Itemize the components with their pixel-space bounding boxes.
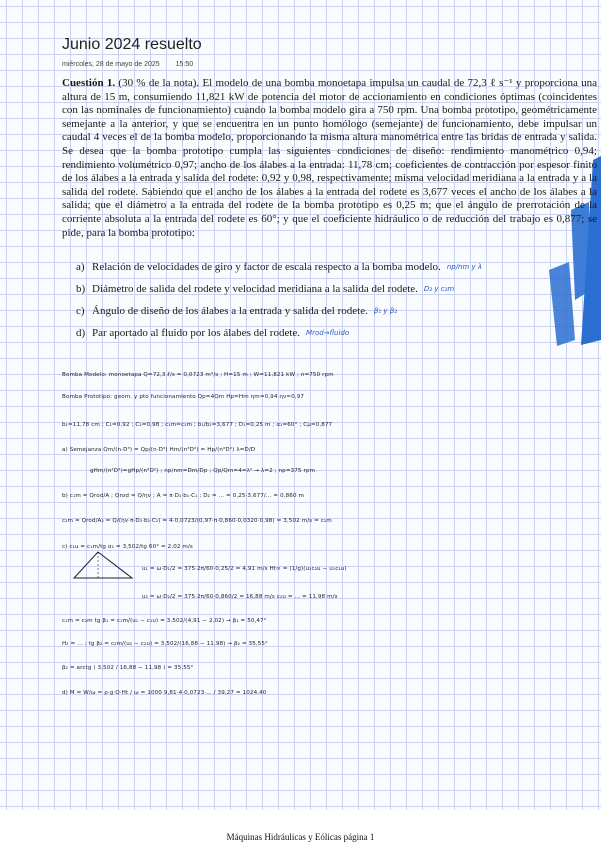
handwritten-line: b) c₁m = Qrod/A ; Qrod = Q/ηv ; A = π·D₁·b₁·C₁ ; D₂ = ... = 0,25·3,677/... = 0,860 m [62,493,305,499]
handwritten-line: c₂m = Qrod/A₂ = Q/(ηv·π·D₂·b₂·C₂) = 4·0,0723/(0,97·π·0,860·0,0320·0,98) = 3,502 m/s = c₁m [62,518,332,524]
item-label: d) [76,327,86,339]
item-text: Diámetro de salida del rodete y velocidad meridiana a la salida del rodete. [92,283,418,295]
item-text: Par aportado al fluido por los álabes del rodete. [92,327,301,339]
item-note: np/nm y λ [446,263,483,271]
handwritten-line: u₂ = ω·D₂/2 = 375·2π/60·0,860/2 = 16,88 m/s c₂u = ... = 11,98 m/s [142,594,338,600]
question-items [76,256,596,344]
item-note: D₂ y c₂m [423,285,455,293]
handwritten-line: c) c₁u = c₁m/tg α₁ = 3,502/tg 60° = 2,02 m/s [62,544,193,550]
item-text: Relación de velocidades de giro y factor de escala respecto a la bomba modelo. [92,261,441,273]
page-date: miércoles, 28 de mayo de 2025 [62,61,160,68]
item-label: c) [76,305,85,317]
question-item-b [76,278,596,300]
page-time: 15:50 [175,61,194,68]
velocity-triangle-sketch [70,548,140,584]
question-weight: (30 % de la nota). [118,77,200,89]
handwritten-line: H₂ = ... ; tg β₂ = c₂m/(u₂ − c₂u) = 3,502/(16,88 − 11,98) → β₂ = 35,55° [62,641,268,647]
page-meta [62,61,207,68]
handwritten-line: u₁ = ω·D₁/2 = 375·2π/60·0,25/2 = 4,91 m/s Ht∞ = (1/g)(u₂c₂u − u₁c₁u) [142,566,347,572]
question-item-a [76,256,596,278]
handwritten-line: c₁m = c₂m tg β₁ = c₁m/(u₁ − c₁u) = 3,502/(4,91 − 2,02) → β₁ = 50,47° [62,618,267,624]
page-title: Junio 2024 resuelto [62,36,202,53]
page-footer: Máquinas Hidráulicas y Eólicas página 1 [226,832,375,842]
handwritten-line: a) Semejanza Qm/(n·D³) = Qp/(n·D³) Hm/(n²D²) = Hp/(n²D²) λ=D/D [62,447,256,453]
handwritten-line: b₁=11,78 cm ; C₁=0,92 ; C₂=0,98 ; c₁m=c₂m ; b₁/b₂=3,677 ; D₁=0,25 m ; α₁=60° ; Cμ=0,877 [62,422,333,428]
item-note: Mrod→fluido [306,329,350,337]
question-item-c [76,300,596,322]
question-lead: Cuestión 1. [62,77,116,89]
item-note: β₁ y β₂ [373,307,397,315]
handwritten-line: gHm/(n²D²)=gHp/(n²D²) ; np/nm=Dm/Dp ; Qp/Qm=4=λ² → λ=2 ; np=375 rpm [90,468,316,474]
item-label: a) [76,261,85,273]
question-body: El modelo de una bomba monoetapa impulsa un caudal de 72,3 ℓ s⁻¹ y proporciona una altura de 15 m, consumiendo 11,821 kW de potencia del motor de accionamiento en condiciones óptimas (coincidentes con las nominales de funcionamiento) cuando la bomba modelo gira a 750 rpm. Una bomba prototipo, geométricamente semejante a la anterior, y que se encuentra en un punto homólogo (semejante) de funcionamiento, debe impulsar un caudal 4 veces el de la bomba modelo, proporcionando la misma altura manométrica entre las bridas de entrada y salida. Se desea que la bomba prototipo cumpla las siguientes condiciones de diseño: rendimiento manométrico 0,94; rendimiento volumétrico 0,97; ancho de los álabes a la entrada: 11,78 cm; coeficientes de contracción por espesor finito de los álabes a la entrada y salida del rodete: 0,92 y 0,98, respectivamente; misma velocidad meridiana a la entrada y a la salida del rodete. Sabiendo que el ancho de los álabes a la entrada del rodete es 3,677 veces el ancho de los álabes a la salida; que el diámetro a la entrada del rodete de la bomba prototipo es 0,25 m; que el ángulo de prerrotación de la corriente absoluta a la entrada del rodete es 60°; y que el coeficiente hidráulico o de reducción del trabajo es 0,877; se pide, para la bomba prototipo: [62,77,598,239]
item-text: Ángulo de diseño de los álabes a la entrada y salida del rodete. [92,305,368,317]
handwritten-line: β₂ = arctg ( 3,502 / 16,88 − 11,98 ) = 35,55° [62,665,194,671]
handwritten-line: Bomba Modelo: monoetapa Q=72,3 ℓ/s = 0,0723 m³/s ; H=15 m ; W=11,821 kW ; n=750 rpm [62,372,334,378]
question-item-d [76,322,596,344]
item-label: b) [76,283,86,295]
handwritten-line: Bomba Prototipo: geom. y pto funcionamiento Qp=4Qm Hp=Hm ηm=0,94 ηv=0,97 [62,394,305,400]
handwritten-line: d) M = W/ω = ρ·g·Q·Ht / ω = 1000·9,81·4·0,0723·... / 39,27 = 1024,40 [62,690,267,696]
question-text [62,77,597,240]
